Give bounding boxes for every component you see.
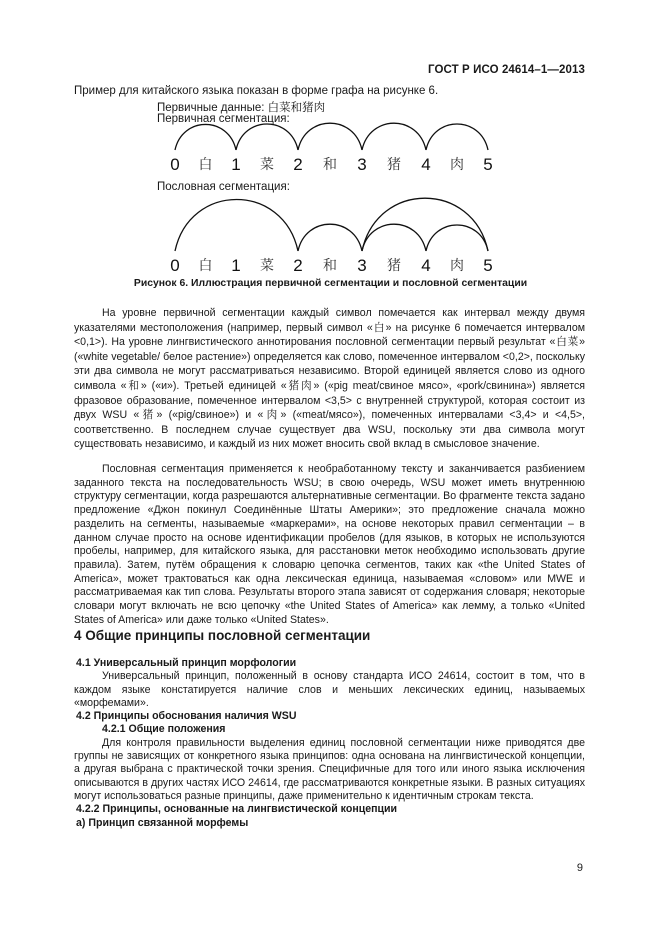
phrasal-node-label: 5 — [483, 256, 493, 275]
primary-data-text: 白菜和猪肉 — [267, 100, 326, 114]
phrasal-char-label: 猪 — [387, 258, 401, 274]
intro-line: Пример для китайского языка показан в форме графа на рисунке 6. — [74, 85, 439, 97]
s41-title: 4.1 Универсальный принцип морфологии — [76, 657, 297, 669]
primary-node-label: 5 — [483, 155, 493, 174]
phrasal-seg-label: Пословная сегментация: — [157, 181, 290, 193]
paragraph-2: Пословная сегментация применяется к необработанному тексту и заканчивается разбиением заданного текста на последовательность WSU; в свою очередь, WSU может иметь внутреннюю структуру сегментации, когда разрешаются альтернативные сегментации. Во фрагменте текста задано предложение «Джон покинул Соединённые Штаты Америки»; это предложение сначала можно разделить на сегменты, называемые «маркерами», на основе некоторых правил сегментации – в данном случае просто на основе идентификации пробелов (для языков, в которых не используются пробелы, например, для китайского языка, для расстановки меток необходимо использовать другие правила). Затем, путём обращения к словарю цепочка сегментов, таких как «the United States of America», может трактоваться как одна лексическая единица, называемая «словом» или MWE и рассматриваемая как тип слова. Результаты второго этапа зависят от содержания словаря; некоторые словари могут включать не всю цепочку «the United States of America» как лемму, а только «United States of America» или даже только «United States». — [74, 463, 585, 626]
s422-title: 4.2.2 Принципы, основанные на лингвистической концепции — [76, 803, 398, 816]
s422a-title: а) Принцип связанной морфемы — [76, 816, 249, 829]
primary-node-label: 1 — [231, 155, 241, 174]
primary-node-label: 4 — [421, 155, 431, 174]
primary-char-label: 肉 — [450, 157, 464, 173]
primary-char-label: 白 — [198, 157, 213, 173]
primary-seg-label: Первичная сегментация: — [157, 113, 290, 125]
phrasal-arc — [175, 199, 298, 251]
primary-arc — [362, 123, 426, 150]
primary-node-label: 0 — [170, 155, 180, 174]
primary-arc — [175, 124, 236, 150]
section-4-title: 4 Общие принципы пословной сегментации — [74, 628, 371, 643]
section-4-body — [74, 657, 585, 830]
primary-arc — [298, 123, 362, 150]
document-header: ГОСТ Р ИСО 24614–1—2013 — [428, 64, 585, 76]
paragraph-phrasal-segmentation — [74, 463, 585, 627]
phrasal-arc — [298, 224, 362, 251]
phrasal-char-label: 菜 — [260, 258, 274, 274]
page-number: 9 — [576, 862, 583, 874]
phrasal-char-label: 肉 — [450, 258, 464, 274]
phrasal-arc — [426, 225, 488, 251]
primary-char-label: 和 — [323, 157, 337, 173]
phrasal-node-label: 2 — [293, 256, 303, 275]
figure-caption: Рисунок 6. Иллюстрация первичной сегментации и пословной сегментации — [133, 278, 528, 289]
phrasal-char-label: 和 — [323, 258, 337, 274]
phrasal-node-label: 4 — [421, 256, 431, 275]
phrasal-node-label: 1 — [231, 256, 241, 275]
paragraph-1: На уровне первичной сегментации каждый символ помечается как интервал между двумя указателями местоположения (например, первый символ «白» на рисунке 6 помечается интервалом <0,1>). На уровне лингвистического аннотирования пословной сегментации первый результат «白菜» («white vegetable/ белое растение») определяется как слово, помеченное интервалом <0,2>, поскольку эти два символа не могут рассматриваться независимо. Второй единицей является слово из одного символа «和» («и»). Третьей единицей «猪肉» («pig meat/свиное мясо», «pork/свинина») является фразовое образование, помеченное интервалом <3,5> с внутренней структурой, которая состоит из двух WSU «猪» («pig/свиное») и «肉» («meat/мясо»), помеченных интервалами <3,4> и <4,5>, соответственно. В последнем случае существует два WSU, поскольку эти два символа могут существовать независимо, и каждый из них может вносить свой вклад в смысловое значение. — [74, 307, 585, 451]
s42-title: 4.2 Принципы обоснования наличия WSU — [76, 710, 297, 723]
primary-char-label: 菜 — [260, 157, 274, 173]
phrasal-char-label: 白 — [198, 258, 213, 274]
s41-text: Универсальный принцип, положенный в основу стандарта ИСО 24614, состоит в том, что в каждом языке констатируется наличие слов и меньших лексических единиц, называемых «морфемами». — [74, 670, 585, 709]
primary-char-label: 猪 — [387, 157, 401, 173]
phrasal-node-label: 0 — [170, 256, 180, 275]
segmentation-figure — [0, 0, 661, 300]
primary-arc — [426, 124, 488, 150]
primary-node-label: 3 — [357, 155, 367, 174]
primary-arc — [236, 124, 298, 150]
primary-node-label: 2 — [293, 155, 303, 174]
phrasal-arc — [362, 198, 488, 251]
phrasal-node-label: 3 — [357, 256, 367, 275]
paragraph-primary-segmentation — [74, 306, 585, 452]
primary-data-label-text: Первичные данные: — [157, 102, 268, 114]
s421-title: 4.2.1 Общие положения — [102, 723, 226, 736]
s421-text: Для контроля правильности выделения единиц пословной сегментации ниже приводятся две группы не зависящих от конкретного языка принципов: одна основана на лингвистической концепции, а другая выбрана с практической точки зрения. Специфичные для того или иного языка исключения описываются в других частях ИСО 24614, где рассматриваются конкретные языки. В разных ситуациях могут использоваться разные принципы, даже применительно к идентичным строкам текста. — [74, 736, 585, 802]
